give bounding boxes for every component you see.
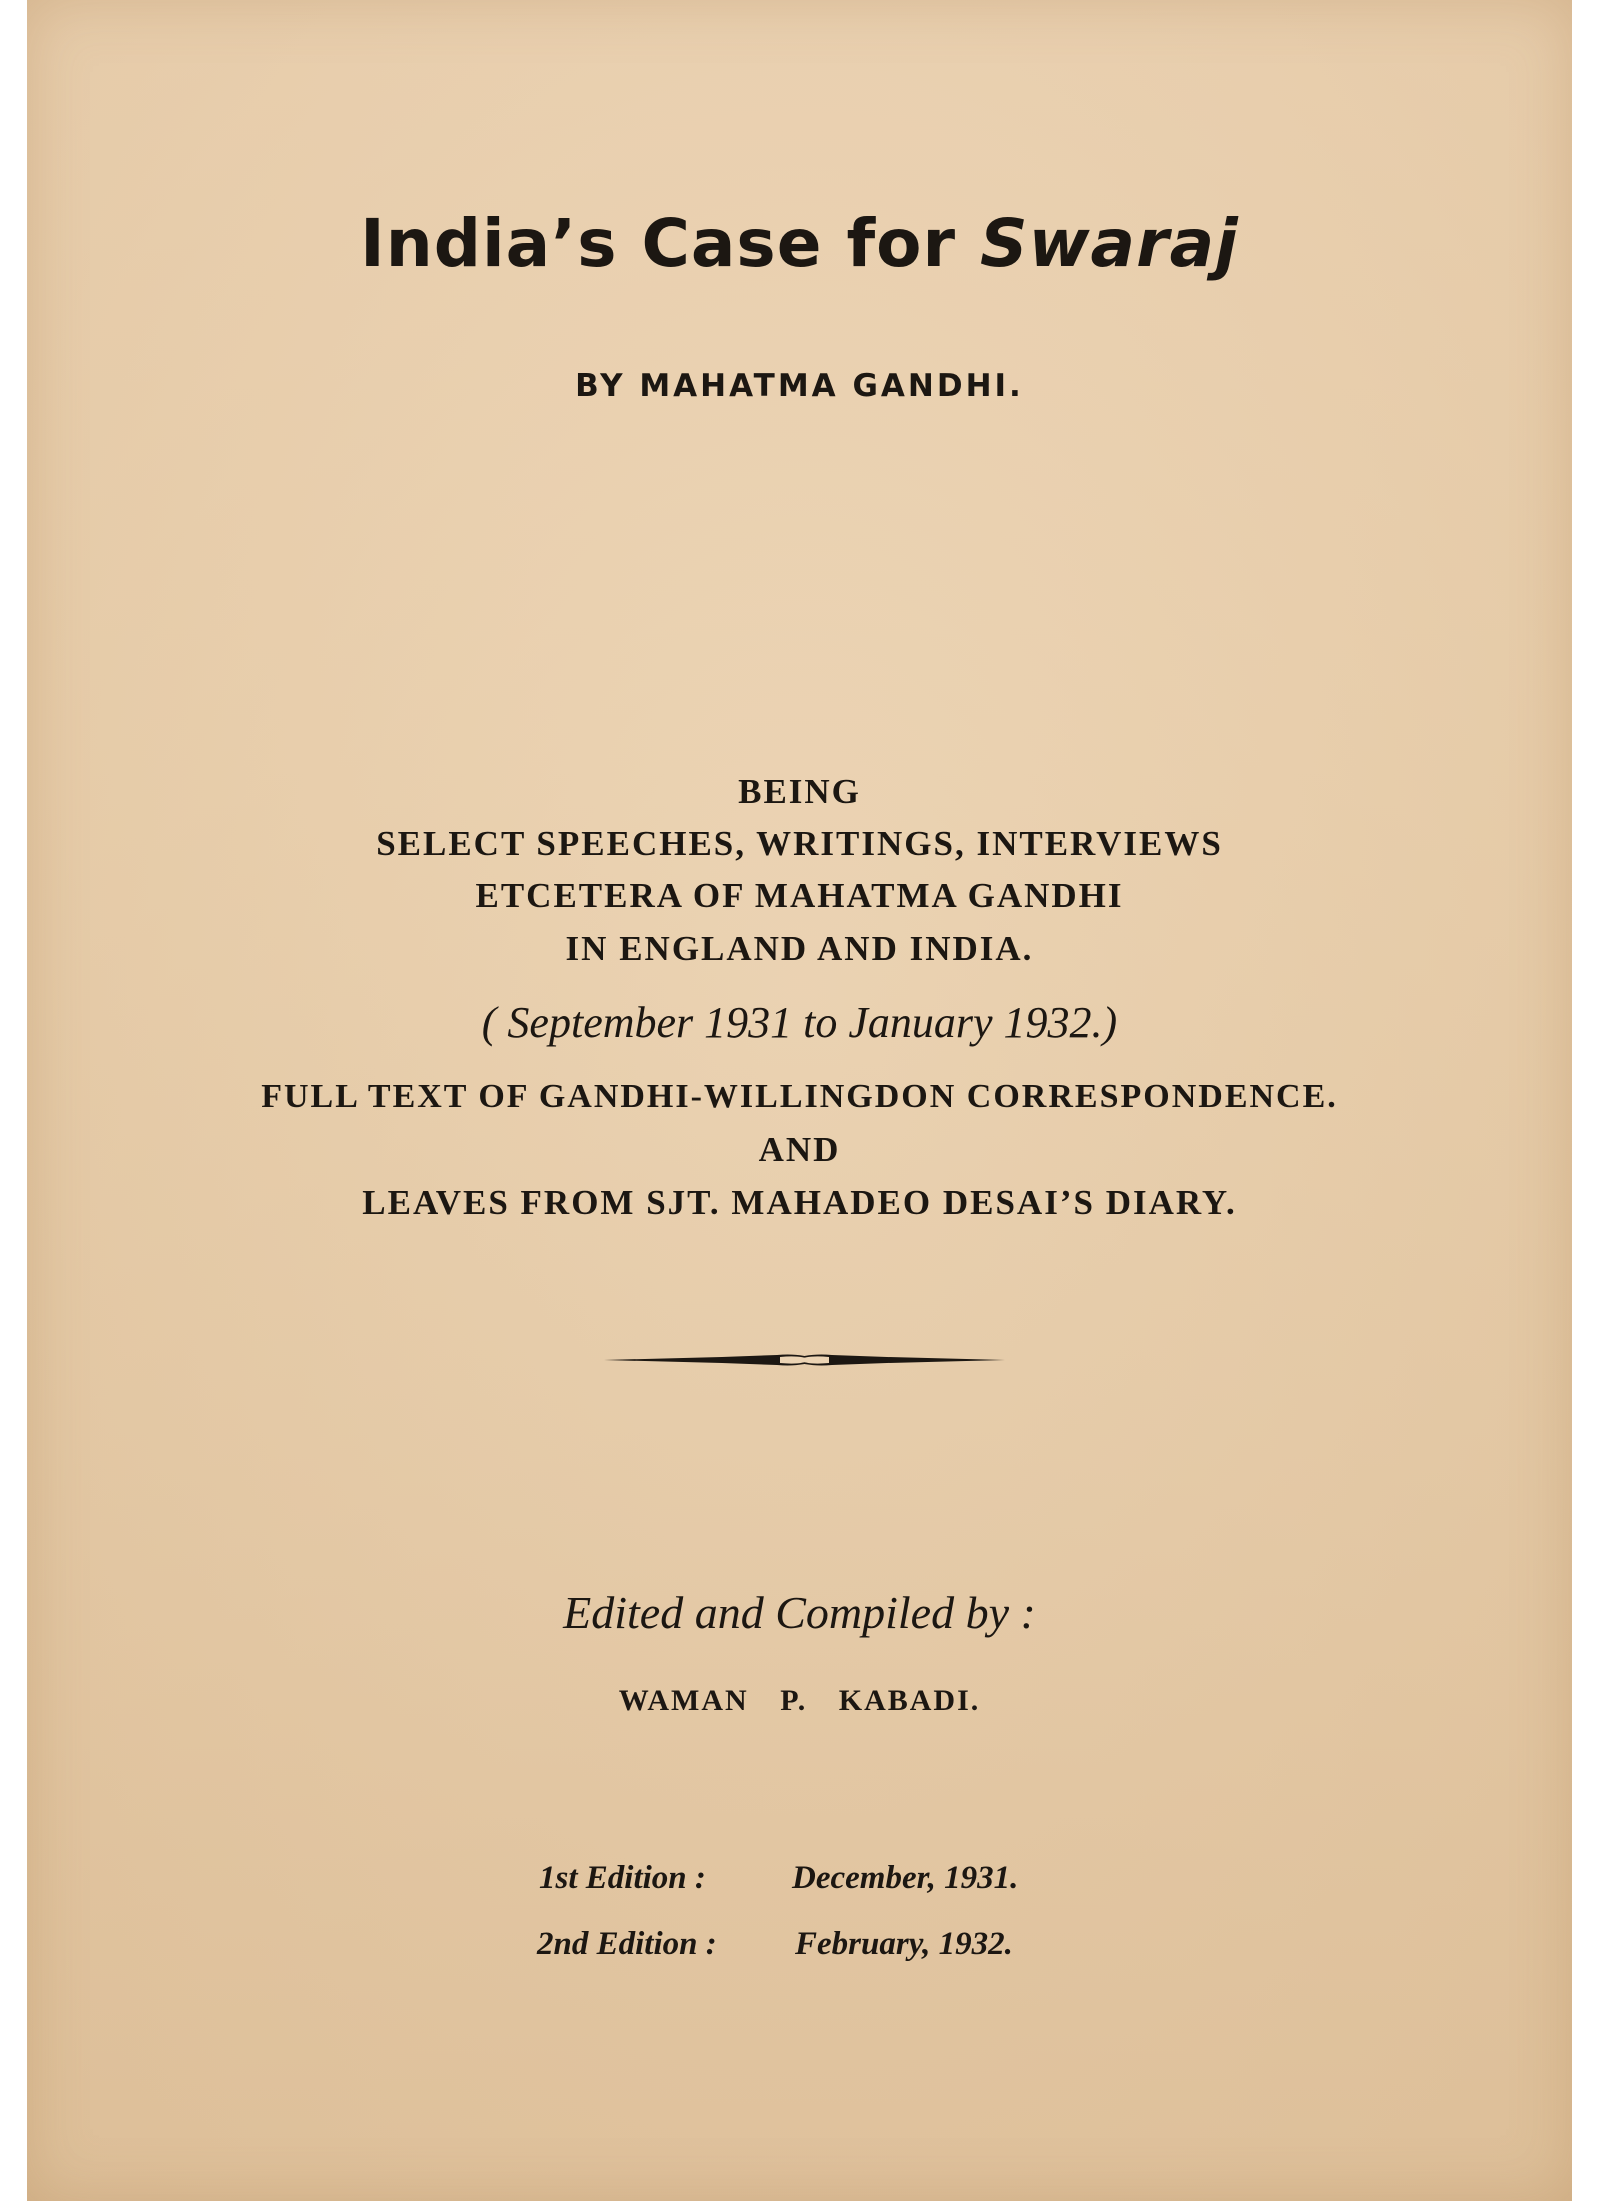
description-line-diary: LEAVES FROM SJT. MAHADEO DESAI’S DIARY. xyxy=(362,1183,1237,1222)
title-page xyxy=(27,0,1572,2201)
ornament-divider xyxy=(602,1340,1007,1380)
description-line-etcetera: ETCETERA OF MAHATMA GANDHI xyxy=(475,876,1124,915)
second-edition-date: February, 1932. xyxy=(795,1926,1013,1962)
description-line-speeches: SELECT SPEECHES, WRITINGS, INTERVIEWS xyxy=(376,824,1223,863)
date-range: ( September 1931 to January 1932.) xyxy=(481,998,1118,1047)
description-line-england-india: IN ENGLAND AND INDIA. xyxy=(565,929,1034,968)
book-title-main: India’s Case for xyxy=(360,205,981,282)
book-title-swaraj: Swaraj xyxy=(980,205,1239,282)
first-edition-label: 1st Edition : xyxy=(539,1860,706,1896)
second-edition-label: 2nd Edition : xyxy=(537,1926,717,1962)
description-line-correspondence: FULL TEXT OF GANDHI-WILLINGDON CORRESPONDENCE. xyxy=(261,1078,1338,1115)
author-line: BY MAHATMA GANDHI. xyxy=(575,368,1024,404)
book-title xyxy=(27,205,1572,282)
description-line-being: BEING xyxy=(738,772,861,811)
first-edition-date: December, 1931. xyxy=(792,1860,1019,1896)
description-line-and: AND xyxy=(758,1130,841,1169)
edited-by-label: Edited and Compiled by : xyxy=(563,1587,1036,1638)
editor-name: WAMAN P. KABADI. xyxy=(618,1684,981,1717)
